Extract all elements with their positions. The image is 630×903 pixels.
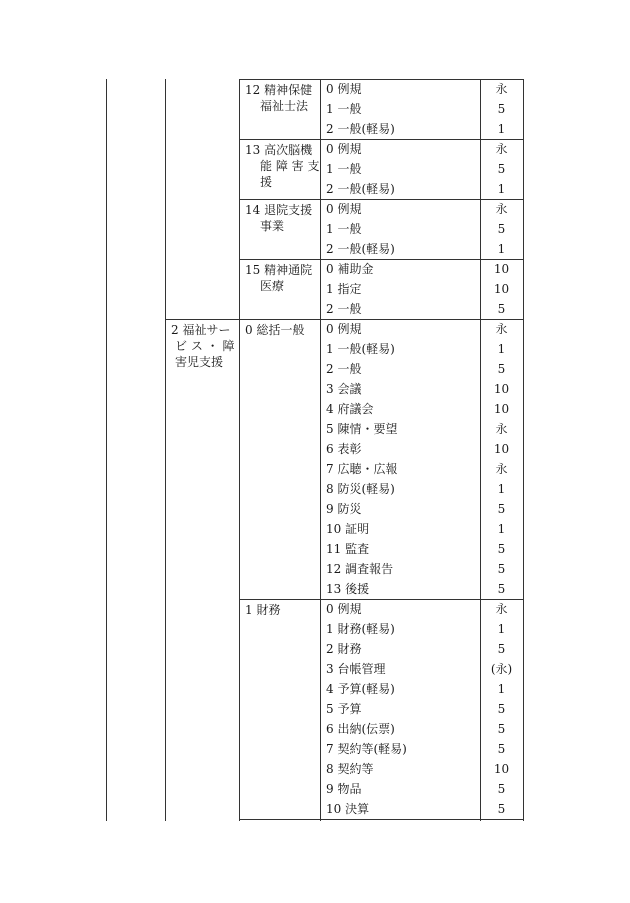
retention-period: 5	[497, 162, 506, 176]
item-label: 10 証明	[326, 522, 370, 536]
retention-period: 永	[495, 322, 508, 336]
subcategory-label: 14 退院支援	[245, 203, 313, 217]
item-label: 1 一般	[326, 102, 362, 116]
column-rule	[165, 79, 166, 821]
subcategory-label: 15 精神通院	[245, 263, 313, 277]
column-rule	[523, 79, 524, 821]
retention-period: 1	[497, 182, 506, 196]
item-label: 7 広聴・広報	[326, 462, 398, 476]
item-label: 2 一般(軽易)	[326, 242, 395, 256]
item-label: 1 一般(軽易)	[326, 342, 395, 356]
subcategory-label: 援	[260, 175, 273, 189]
retention-period: 10	[493, 442, 510, 456]
column-rule	[239, 79, 240, 821]
retention-period: 永	[495, 422, 508, 436]
item-label: 9 物品	[326, 782, 362, 796]
section-label: 害児支援	[175, 355, 224, 369]
row-rule	[239, 819, 524, 820]
retention-period: 5	[497, 722, 506, 736]
subcategory-label: 0 総括一般	[245, 323, 305, 337]
item-label: 2 財務	[326, 642, 362, 656]
item-label: 0 例規	[326, 142, 362, 156]
item-label: 4 予算(軽易)	[326, 682, 395, 696]
section-label: 2 福祉サー	[171, 323, 231, 337]
subcategory-label: 13 高次脳機	[245, 143, 313, 157]
subcategory-label: 事業	[260, 219, 285, 233]
column-rule	[106, 79, 107, 821]
retention-period: 10	[493, 262, 510, 276]
item-label: 0 例規	[326, 602, 362, 616]
retention-period: 10	[493, 402, 510, 416]
retention-period: 5	[497, 502, 506, 516]
retention-period: 1	[497, 242, 506, 256]
subcategory-label: 12 精神保健	[245, 83, 313, 97]
item-label: 0 例規	[326, 82, 362, 96]
retention-period: (永)	[490, 662, 513, 676]
retention-period: 5	[497, 642, 506, 656]
item-label: 2 一般(軽易)	[326, 122, 395, 136]
item-label: 2 一般	[326, 362, 362, 376]
retention-period: 5	[497, 542, 506, 556]
item-label: 8 防災(軽易)	[326, 482, 395, 496]
retention-period: 5	[497, 702, 506, 716]
retention-period: 10	[493, 762, 510, 776]
item-label: 11 監査	[326, 542, 370, 556]
item-label: 9 防災	[326, 502, 362, 516]
retention-period: 5	[497, 362, 506, 376]
retention-period: 5	[497, 802, 506, 816]
retention-period: 5	[497, 582, 506, 596]
retention-period: 永	[495, 462, 508, 476]
retention-period: 永	[495, 602, 508, 616]
item-label: 1 一般	[326, 222, 362, 236]
item-label: 5 予算	[326, 702, 362, 716]
item-label: 3 台帳管理	[326, 662, 386, 676]
row-rule	[165, 319, 239, 320]
retention-period: 1	[497, 122, 506, 136]
item-label: 1 一般	[326, 162, 362, 176]
item-label: 6 出納(伝票)	[326, 722, 395, 736]
retention-period: 5	[497, 302, 506, 316]
retention-period: 5	[497, 102, 506, 116]
retention-period: 1	[497, 522, 506, 536]
item-label: 3 会議	[326, 382, 362, 396]
item-label: 8 契約等	[326, 762, 374, 776]
item-label: 0 例規	[326, 322, 362, 336]
retention-period: 5	[497, 222, 506, 236]
subcategory-label: 1 財務	[245, 603, 281, 617]
retention-period: 1	[497, 622, 506, 636]
item-label: 2 一般	[326, 302, 362, 316]
retention-period: 1	[497, 482, 506, 496]
item-label: 7 契約等(軽易)	[326, 742, 407, 756]
item-label: 1 財務(軽易)	[326, 622, 395, 636]
item-label: 6 表彰	[326, 442, 362, 456]
retention-period: 5	[497, 742, 506, 756]
retention-period: 5	[497, 562, 506, 576]
subcategory-label: 能 障 害 支	[260, 159, 320, 173]
item-label: 2 一般(軽易)	[326, 182, 395, 196]
section-label: ビ ス ・ 障	[175, 339, 235, 353]
subcategory-label: 福祉士法	[260, 99, 309, 113]
subcategory-label: 医療	[260, 279, 285, 293]
retention-period: 5	[497, 782, 506, 796]
retention-period: 10	[493, 282, 510, 296]
column-rule	[320, 79, 321, 821]
retention-period: 1	[497, 682, 506, 696]
item-label: 5 陳情・要望	[326, 422, 398, 436]
item-label: 4 府議会	[326, 402, 374, 416]
retention-period: 1	[497, 342, 506, 356]
item-label: 1 指定	[326, 282, 362, 296]
item-label: 0 例規	[326, 202, 362, 216]
item-label: 13 後援	[326, 582, 370, 596]
retention-period: 永	[495, 142, 508, 156]
item-label: 10 決算	[326, 802, 370, 816]
retention-period: 永	[495, 82, 508, 96]
item-label: 12 調査報告	[326, 562, 394, 576]
item-label: 0 補助金	[326, 262, 374, 276]
retention-period: 永	[495, 202, 508, 216]
retention-period: 10	[493, 382, 510, 396]
